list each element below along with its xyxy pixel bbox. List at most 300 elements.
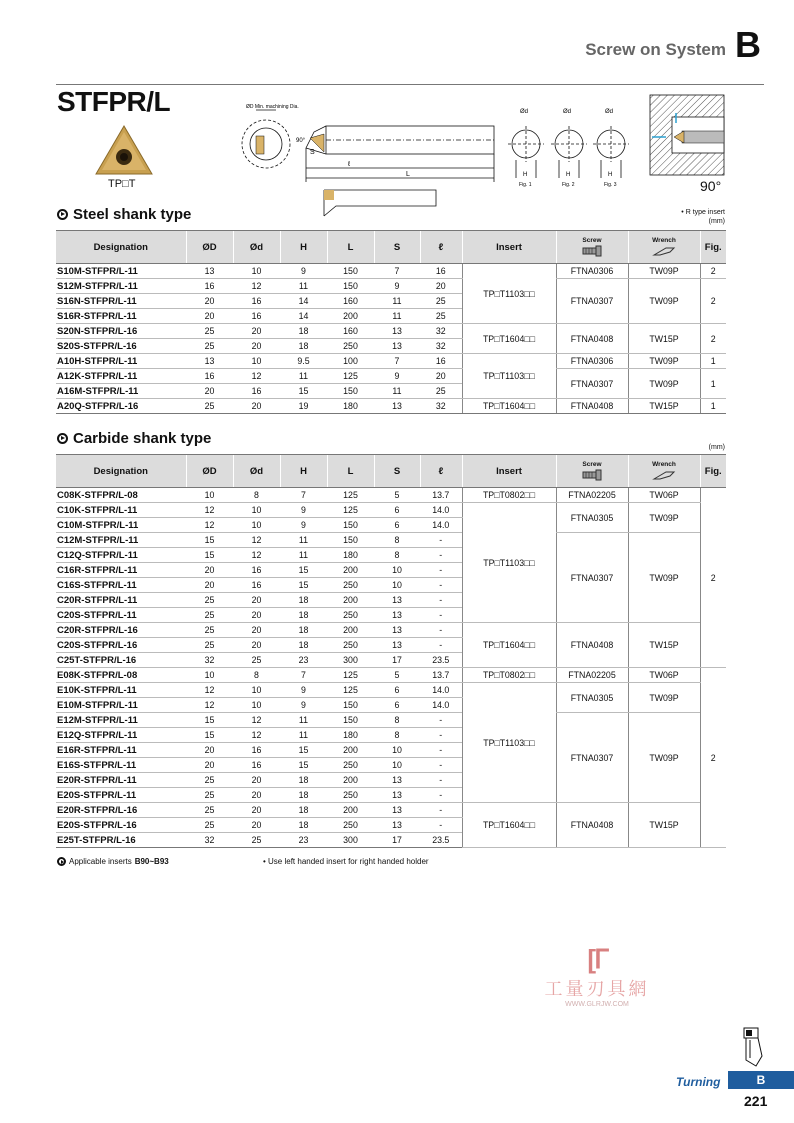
value-cell: 9 (280, 698, 327, 713)
col-wrench (628, 231, 700, 264)
value-cell: 13 (374, 818, 420, 833)
value-cell: 16 (233, 309, 280, 324)
value-cell: - (420, 578, 462, 593)
table-row (56, 668, 726, 683)
designation-cell: A10H-STFPR/L-11 (56, 354, 186, 369)
value-cell: 12 (233, 279, 280, 294)
value-cell: 25 (420, 294, 462, 309)
designation-cell: C12Q-STFPR/L-11 (56, 548, 186, 563)
designation-cell: C20S-STFPR/L-16 (56, 638, 186, 653)
insert-cell: TP□T1103□□ (462, 354, 556, 399)
value-cell: 10 (233, 503, 280, 518)
page-header-title: Screw on System (585, 40, 726, 59)
value-cell: 10 (374, 743, 420, 758)
wrench-cell: TW09P (628, 264, 700, 279)
value-cell: 8 (233, 488, 280, 503)
insert-cell: TP□T1103□□ (462, 683, 556, 803)
value-cell: 11 (280, 279, 327, 294)
value-cell: 200 (327, 773, 374, 788)
designation-cell: C10M-STFPR/L-11 (56, 518, 186, 533)
value-cell: 100 (327, 354, 374, 369)
designation-cell: C25T-STFPR/L-16 (56, 653, 186, 668)
screw-cell: FTNA0306 (556, 354, 628, 369)
value-cell: 25 (186, 399, 233, 414)
designation-cell: S10M-STFPR/L-11 (56, 264, 186, 279)
value-cell: 11 (280, 713, 327, 728)
value-cell: 14.0 (420, 683, 462, 698)
designation-cell: S20S-STFPR/L-16 (56, 339, 186, 354)
value-cell: 23.5 (420, 653, 462, 668)
table-row (56, 354, 726, 369)
designation-cell: S16R-STFPR/L-11 (56, 309, 186, 324)
value-cell: 32 (420, 399, 462, 414)
col-d: Ød (233, 455, 280, 488)
value-cell: - (420, 743, 462, 758)
value-cell: 14.0 (420, 698, 462, 713)
value-cell: 200 (327, 623, 374, 638)
value-cell: 25 (186, 324, 233, 339)
table-row (56, 324, 726, 339)
value-cell: 18 (280, 339, 327, 354)
value-cell: 10 (233, 698, 280, 713)
left-hand-note: • Use left handed insert for right handed holder (263, 857, 429, 866)
value-cell: 20 (186, 578, 233, 593)
value-cell: 7 (374, 354, 420, 369)
table-header-row (56, 231, 726, 264)
value-cell: 5 (374, 488, 420, 503)
watermark-url: WWW.GLRJW.COM (565, 1001, 629, 1008)
value-cell: 18 (280, 638, 327, 653)
steel-table (56, 230, 726, 414)
watermark-logo: [ᒥ (587, 944, 607, 974)
value-cell: 20 (186, 563, 233, 578)
table-row (56, 503, 726, 518)
col-designation: Designation (56, 455, 186, 488)
value-cell: 150 (327, 713, 374, 728)
section-name: Turning (676, 1075, 721, 1089)
s-label: S (310, 149, 315, 156)
wrench-cell: TW09P (628, 503, 700, 533)
wrench-cell: TW06P (628, 668, 700, 683)
value-cell: 8 (233, 668, 280, 683)
value-cell: 20 (233, 339, 280, 354)
product-title: STFPR/L (57, 86, 171, 117)
value-cell: 12 (233, 548, 280, 563)
value-cell: - (420, 788, 462, 803)
designation-cell: S16N-STFPR/L-11 (56, 294, 186, 309)
applicable-pages: B90~B93 (134, 857, 169, 866)
value-cell: 15 (280, 743, 327, 758)
fig-cell: 2 (700, 264, 726, 279)
value-cell: 13.7 (420, 488, 462, 503)
value-cell: 20 (186, 758, 233, 773)
value-cell: 14 (280, 309, 327, 324)
designation-cell: C10K-STFPR/L-11 (56, 503, 186, 518)
value-cell: 18 (280, 324, 327, 339)
value-cell: 300 (327, 833, 374, 848)
value-cell: 150 (327, 279, 374, 294)
insert-cell: TP□T1604□□ (462, 623, 556, 668)
value-cell: 10 (374, 578, 420, 593)
value-cell: 10 (233, 518, 280, 533)
col-insert: Insert (462, 455, 556, 488)
designation-cell: E08K-STFPR/L-08 (56, 668, 186, 683)
value-cell: 125 (327, 503, 374, 518)
designation-cell: A20Q-STFPR/L-16 (56, 399, 186, 414)
screw-header-label: Screw (582, 237, 602, 244)
wrench-cell: TW09P (628, 713, 700, 803)
value-cell: 11 (374, 384, 420, 399)
h-label-1: H (523, 172, 528, 178)
value-cell: 19 (280, 399, 327, 414)
table-row (56, 533, 726, 548)
value-cell: 20 (186, 743, 233, 758)
value-cell: 13 (374, 773, 420, 788)
value-cell: 23.5 (420, 833, 462, 848)
screw-cell: FTNA0305 (556, 503, 628, 533)
h-label-3: H (608, 172, 613, 178)
screw-cell: FTNA0408 (556, 803, 628, 848)
value-cell: 20 (420, 369, 462, 384)
value-cell: 25 (420, 384, 462, 399)
section-letter: B (735, 24, 761, 65)
applicable-label: Applicable inserts (69, 857, 132, 866)
value-cell: 7 (280, 488, 327, 503)
value-cell: - (420, 818, 462, 833)
value-cell: 9 (280, 503, 327, 518)
value-cell: 20 (233, 638, 280, 653)
value-cell: 25 (233, 653, 280, 668)
value-cell: 25 (186, 339, 233, 354)
table-row (56, 264, 726, 279)
value-cell: - (420, 548, 462, 563)
d-label-2: Ød (563, 109, 572, 115)
steel-title-text: Steel shank type (73, 206, 192, 223)
fig-cell: 2 (700, 488, 726, 668)
value-cell: 250 (327, 818, 374, 833)
screw-cell: FTNA0408 (556, 399, 628, 414)
designation-cell: E10K-STFPR/L-11 (56, 683, 186, 698)
screw-cell: FTNA0408 (556, 623, 628, 668)
l-small-label: ℓ (348, 161, 351, 168)
angle-label: 90° (296, 138, 306, 144)
col-D: ØD (186, 455, 233, 488)
table-row (56, 623, 726, 638)
value-cell: 20 (186, 309, 233, 324)
col-S: S (374, 455, 420, 488)
value-cell: 14.0 (420, 503, 462, 518)
value-cell: 13 (374, 593, 420, 608)
designation-cell: E20S-STFPR/L-16 (56, 818, 186, 833)
wrench-icon (652, 245, 676, 257)
steel-unit-note (681, 208, 725, 226)
fig-cell: 1 (700, 369, 726, 399)
value-cell: 200 (327, 309, 374, 324)
value-cell: 10 (374, 758, 420, 773)
designation-cell: E20R-STFPR/L-11 (56, 773, 186, 788)
value-cell: 15 (186, 728, 233, 743)
r-type-note: • R type insert (681, 209, 725, 216)
value-cell: 25 (186, 623, 233, 638)
screw-cell: FTNA0307 (556, 713, 628, 803)
value-cell: - (420, 638, 462, 653)
screw-cell: FTNA0306 (556, 264, 628, 279)
col-D: ØD (186, 231, 233, 264)
fig-cell: 2 (700, 324, 726, 354)
carbide-title-text: Carbide shank type (73, 430, 212, 447)
value-cell: 13 (374, 399, 420, 414)
insert-cell: TP□T0802□□ (462, 668, 556, 683)
value-cell: 9 (280, 518, 327, 533)
designation-cell: A16M-STFPR/L-11 (56, 384, 186, 399)
wrench-header-label: Wrench (652, 237, 676, 244)
col-screw (556, 455, 628, 488)
value-cell: 16 (233, 743, 280, 758)
value-cell: 5 (374, 668, 420, 683)
value-cell: 6 (374, 518, 420, 533)
value-cell: 8 (374, 548, 420, 563)
value-cell: 10 (186, 488, 233, 503)
value-cell: 12 (233, 728, 280, 743)
fig-cell: 1 (700, 354, 726, 369)
value-cell: 32 (186, 833, 233, 848)
value-cell: 9 (280, 683, 327, 698)
h-label-2: H (566, 172, 571, 178)
screw-cell: FTNA02205 (556, 668, 628, 683)
wrench-cell: TW09P (628, 279, 700, 324)
value-cell: 150 (327, 264, 374, 279)
value-cell: 12 (186, 683, 233, 698)
value-cell: 11 (280, 548, 327, 563)
designation-cell: S12M-STFPR/L-11 (56, 279, 186, 294)
value-cell: 20 (233, 593, 280, 608)
value-cell: 32 (420, 324, 462, 339)
value-cell: 17 (374, 833, 420, 848)
value-cell: 9 (280, 264, 327, 279)
insert-cell: TP□T0802□□ (462, 488, 556, 503)
value-cell: 18 (280, 608, 327, 623)
value-cell: 18 (280, 803, 327, 818)
wrench-cell: TW06P (628, 488, 700, 503)
value-cell: 12 (186, 518, 233, 533)
arrow-circle-icon (57, 433, 68, 444)
value-cell: 16 (420, 264, 462, 279)
value-cell: 25 (186, 593, 233, 608)
value-cell: 25 (420, 309, 462, 324)
col-d: Ød (233, 231, 280, 264)
watermark (527, 944, 667, 1008)
value-cell: 13 (186, 354, 233, 369)
col-H: H (280, 231, 327, 264)
screw-cell: FTNA0408 (556, 324, 628, 354)
value-cell: 13 (374, 788, 420, 803)
value-cell: 200 (327, 743, 374, 758)
insert-cell: TP□T1103□□ (462, 503, 556, 623)
value-cell: 250 (327, 758, 374, 773)
wrench-header-label: Wrench (652, 461, 676, 468)
value-cell: 23 (280, 833, 327, 848)
arrow-circle-icon (57, 209, 68, 220)
value-cell: 20 (233, 803, 280, 818)
screw-cell: FTNA0305 (556, 683, 628, 713)
insert-cell: TP□T1604□□ (462, 324, 556, 354)
value-cell: 20 (233, 818, 280, 833)
value-cell: 10 (233, 683, 280, 698)
header-rule (56, 84, 764, 85)
applicable-inserts-note (57, 857, 169, 866)
col-wrench (628, 455, 700, 488)
col-fig: Fig. (700, 455, 726, 488)
value-cell: 18 (280, 773, 327, 788)
carbide-section-title (57, 430, 211, 447)
value-cell: 7 (374, 264, 420, 279)
value-cell: 18 (280, 788, 327, 803)
designation-cell: C08K-STFPR/L-08 (56, 488, 186, 503)
screw-header-label: Screw (582, 461, 602, 468)
value-cell: 13 (374, 324, 420, 339)
value-cell: 15 (186, 713, 233, 728)
value-cell: 15 (280, 563, 327, 578)
value-cell: 9.5 (280, 354, 327, 369)
value-cell: 9 (374, 279, 420, 294)
value-cell: 20 (233, 623, 280, 638)
table-row (56, 369, 726, 384)
value-cell: 20 (186, 294, 233, 309)
wrench-cell: TW09P (628, 369, 700, 399)
turning-tool-icon (740, 1026, 766, 1068)
value-cell: 13 (374, 803, 420, 818)
value-cell: - (420, 533, 462, 548)
designation-cell: E10M-STFPR/L-11 (56, 698, 186, 713)
value-cell: 150 (327, 384, 374, 399)
value-cell: 23 (280, 653, 327, 668)
value-cell: 25 (186, 638, 233, 653)
value-cell: - (420, 593, 462, 608)
value-cell: 11 (280, 728, 327, 743)
value-cell: - (420, 803, 462, 818)
col-L: L (327, 455, 374, 488)
wrench-cell: TW15P (628, 803, 700, 848)
value-cell: 300 (327, 653, 374, 668)
value-cell: 200 (327, 593, 374, 608)
value-cell: 25 (233, 833, 280, 848)
designation-cell: S20N-STFPR/L-16 (56, 324, 186, 339)
col-insert: Insert (462, 231, 556, 264)
value-cell: 250 (327, 339, 374, 354)
value-cell: 180 (327, 548, 374, 563)
value-cell: 16 (186, 369, 233, 384)
wrench-cell: TW09P (628, 533, 700, 623)
value-cell: 25 (186, 773, 233, 788)
value-cell: 13 (186, 264, 233, 279)
min-dia-label: ØD Min. machining Dia. (246, 104, 299, 110)
designation-cell: C20R-STFPR/L-11 (56, 593, 186, 608)
value-cell: - (420, 728, 462, 743)
wrench-icon (652, 469, 676, 481)
value-cell: 16 (233, 294, 280, 309)
col-L: L (327, 231, 374, 264)
value-cell: 25 (186, 608, 233, 623)
wrench-cell: TW09P (628, 354, 700, 369)
value-cell: 20 (233, 399, 280, 414)
fig-cell: 2 (700, 279, 726, 324)
value-cell: 12 (233, 713, 280, 728)
value-cell: 250 (327, 638, 374, 653)
value-cell: 13 (374, 623, 420, 638)
value-cell: 160 (327, 324, 374, 339)
value-cell: 18 (280, 818, 327, 833)
wrench-cell: TW15P (628, 623, 700, 668)
value-cell: 11 (374, 294, 420, 309)
value-cell: 15 (186, 548, 233, 563)
designation-cell: C16R-STFPR/L-11 (56, 563, 186, 578)
table-row (56, 399, 726, 414)
d-label-1: Ød (520, 109, 529, 115)
value-cell: 125 (327, 488, 374, 503)
value-cell: 20 (233, 608, 280, 623)
value-cell: 150 (327, 518, 374, 533)
value-cell: 18 (280, 593, 327, 608)
value-cell: 10 (233, 354, 280, 369)
designation-cell: C16S-STFPR/L-11 (56, 578, 186, 593)
screw-icon (581, 469, 603, 481)
fig-cell: 1 (700, 399, 726, 414)
designation-cell: E12M-STFPR/L-11 (56, 713, 186, 728)
col-l: ℓ (420, 231, 462, 264)
fig-label-1: Fig. 1 (519, 182, 532, 188)
value-cell: 7 (280, 668, 327, 683)
carbide-table (56, 454, 726, 848)
value-cell: 15 (280, 578, 327, 593)
screw-cell: FTNA02205 (556, 488, 628, 503)
designation-cell: E16S-STFPR/L-11 (56, 758, 186, 773)
value-cell: 160 (327, 294, 374, 309)
value-cell: 13 (374, 339, 420, 354)
value-cell: 12 (233, 369, 280, 384)
table-row (56, 713, 726, 728)
designation-cell: A12K-STFPR/L-11 (56, 369, 186, 384)
screw-cell: FTNA0307 (556, 369, 628, 399)
carbide-unit-note: (mm) (708, 444, 725, 451)
value-cell: 8 (374, 533, 420, 548)
value-cell: 8 (374, 728, 420, 743)
value-cell: 15 (280, 384, 327, 399)
screw-cell: FTNA0307 (556, 533, 628, 623)
value-cell: 150 (327, 533, 374, 548)
value-cell: 11 (280, 533, 327, 548)
value-cell: 25 (186, 818, 233, 833)
designation-cell: E25T-STFPR/L-16 (56, 833, 186, 848)
fig-label-3: Fig. 3 (604, 182, 617, 188)
arrow-circle-icon (57, 857, 66, 866)
value-cell: - (420, 563, 462, 578)
insert-cell: TP□T1604□□ (462, 803, 556, 848)
value-cell: - (420, 713, 462, 728)
value-cell: 32 (186, 653, 233, 668)
value-cell: 20 (233, 788, 280, 803)
value-cell: 10 (233, 264, 280, 279)
boring-angle-label: 90° (700, 178, 722, 194)
table-row (56, 683, 726, 698)
designation-cell: C20S-STFPR/L-11 (56, 608, 186, 623)
value-cell: 12 (233, 533, 280, 548)
wrench-cell: TW09P (628, 683, 700, 713)
value-cell: 15 (280, 758, 327, 773)
value-cell: 11 (374, 309, 420, 324)
value-cell: 6 (374, 503, 420, 518)
insert-cell: TP□T1604□□ (462, 399, 556, 414)
screw-icon (581, 245, 603, 257)
